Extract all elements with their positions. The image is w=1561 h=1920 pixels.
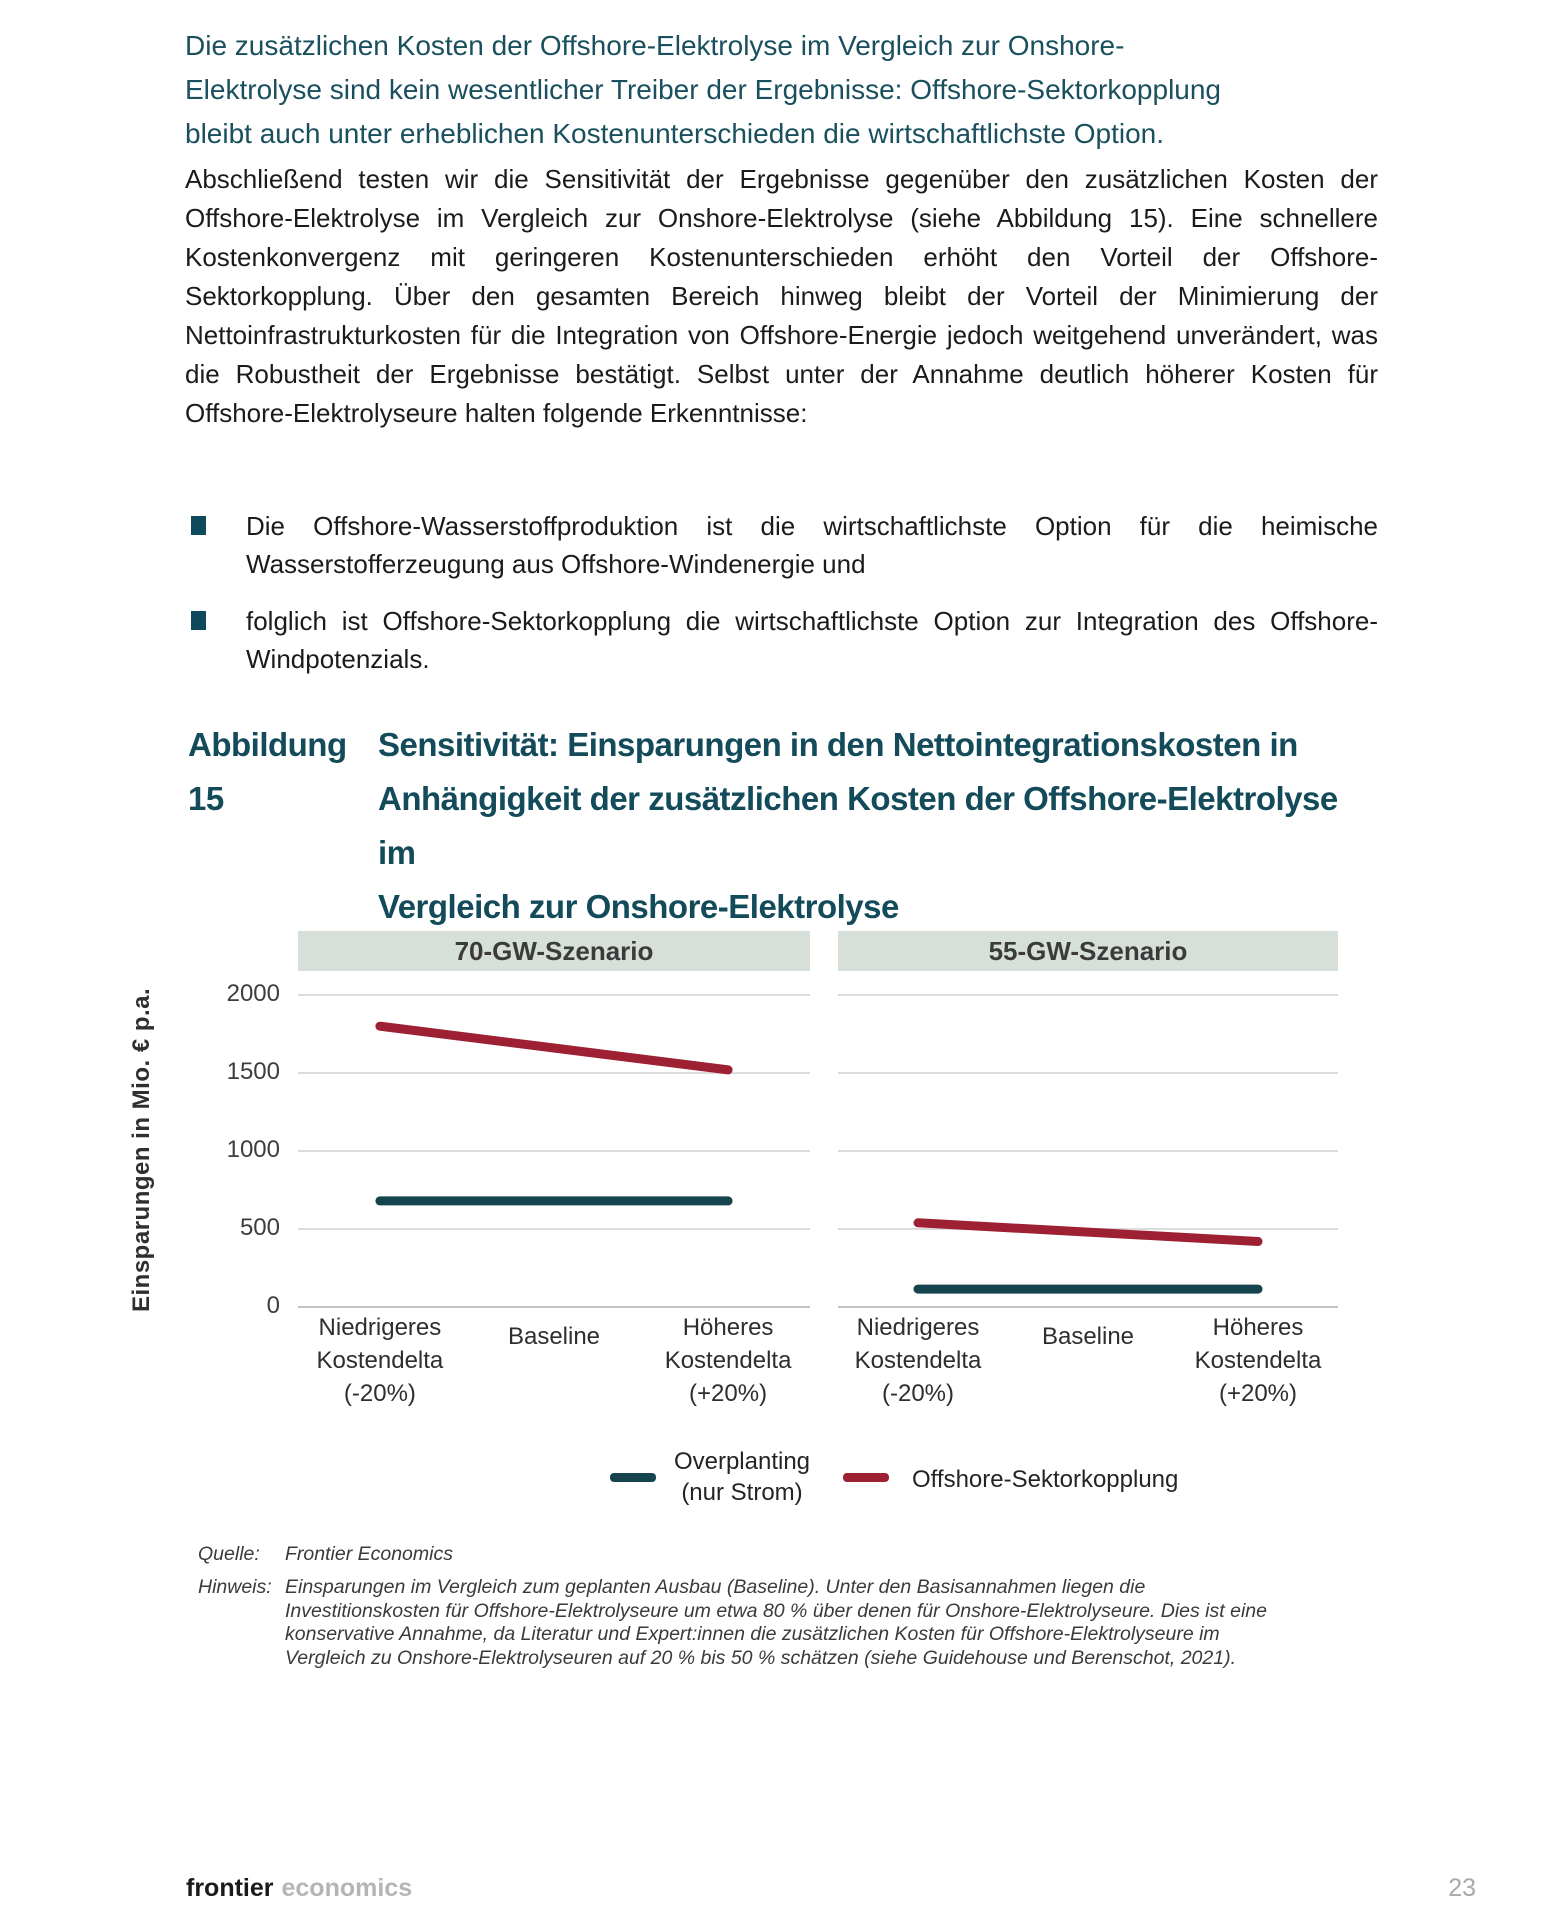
series-line-offshore-sektorkopplung <box>918 1223 1258 1242</box>
x-category-label-line: Kostendelta <box>854 1347 982 1374</box>
x-category-label-line: Kostendelta <box>1194 1347 1322 1374</box>
note-text <box>285 1576 1267 1670</box>
y-axis-title: Einsparungen in Mio. € p.a. <box>128 987 155 1313</box>
body-paragraph: Abschließend testen wir die Sensitivität der Ergebnisse gegenüber den zusätzlichen Kosten der Offshore-Elektrolyse im Vergleich zur Onshore-Elektrolyse (siehe Abbildung 15). Eine schnellere Kostenkonvergenz mit geringeren Kostenunterschieden erhöht den Vorteil der Offshore-Sektorkopplung. Über den gesamten Bereich hinweg bleibt der Vorteil der Minimierung der Nettoinfrastrukturkosten für die Integration von Offshore-Energie jedoch weitgehend unverändert, was die Robustheit der Ergebnisse bestätigt. Selbst unter der Annahme deutlich höherer Kosten für Offshore-Elektrolyseure halten folgende Erkenntnisse: <box>185 164 1378 428</box>
figure-title-line: Sensitivität: Einsparungen in den Nettointegrationskosten in <box>378 726 1298 763</box>
bullet-text: folglich ist Offshore-Sektorkopplung die wirtschaftlichste Option zur Integration des Offshore-Windpotenzials. <box>246 606 1378 674</box>
legend-swatch-overplanting <box>610 1473 656 1482</box>
intro-heading-line: Elektrolyse sind kein wesentlicher Treiber der Ergebnisse: Offshore-Sektorkopplung <box>185 74 1221 105</box>
note-line: konservative Annahme, da Literatur und Expert:innen die zusätzlichen Kosten für Offshore-Elektrolyseure im <box>285 1623 1220 1645</box>
source-label: Quelle: <box>198 1543 260 1565</box>
x-category-label-line: (+20%) <box>689 1380 768 1407</box>
source-text: Frontier Economics <box>285 1543 453 1565</box>
x-category-label <box>1138 1311 1378 1410</box>
x-category-label-line: (-20%) <box>881 1380 954 1407</box>
page-number: 23 <box>1448 1874 1476 1902</box>
list-item <box>185 602 1378 678</box>
note-label: Hinweis: <box>198 1576 272 1598</box>
panel-header-55gw: 55-GW-Szenario <box>838 931 1338 971</box>
x-category-label-line: Baseline <box>507 1323 601 1350</box>
note-line: Vergleich zu Onshore-Elektrolyseuren auf 20 % bis 50 % schätzen (siehe Guidehouse und Berenschot, 2021). <box>285 1646 1236 1669</box>
x-category-label-line: Höheres <box>682 1314 774 1341</box>
y-tick-label: 2000 <box>226 980 280 1007</box>
note-line: Investitionskosten für Offshore-Elektrolyseure um etwa 80 % über denen für Onshore-Elektrolyseure. Dies ist eine <box>285 1599 1267 1622</box>
x-category-label-line: Baseline <box>1041 1323 1135 1350</box>
x-category-label-line: Niedrigeres <box>856 1314 980 1341</box>
y-tick-label: 500 <box>239 1214 280 1241</box>
list-item <box>185 507 1378 583</box>
y-tick-label: 1500 <box>226 1058 280 1085</box>
footer-logo-frontier: frontier <box>186 1874 274 1902</box>
series-line-offshore-sektorkopplung <box>380 1026 728 1070</box>
chart-panel-55gw <box>838 975 1338 1320</box>
figure-title <box>378 718 1378 934</box>
bullet-square-icon <box>191 611 206 630</box>
footer-logo <box>186 1874 412 1903</box>
legend-label-overplanting <box>662 1446 822 1508</box>
x-category-label-line: Höheres <box>1212 1314 1304 1341</box>
y-tick-label: 1000 <box>226 1136 280 1163</box>
intro-heading-line: bleibt auch unter erheblichen Kostenunterschieden die wirtschaftlichste Option. <box>185 118 1165 149</box>
note-line: Einsparungen im Vergleich zum geplanten Ausbau (Baseline). Unter den Basisannahmen liegen die <box>285 1576 1146 1598</box>
figure-caption <box>188 718 1378 934</box>
legend-label-sektorkopplung: Offshore-Sektorkopplung <box>912 1466 1179 1493</box>
figure-label: Abbildung 15 <box>188 726 347 817</box>
legend-label-line: Overplanting <box>673 1448 811 1475</box>
bullet-list <box>185 507 1378 697</box>
y-tick-label: 0 <box>266 1292 280 1319</box>
x-category-label-line: (+20%) <box>1218 1380 1298 1407</box>
bullet-text: Die Offshore-Wasserstoffproduktion ist die wirtschaftlichste Option für die heimische Wasserstofferzeugung aus Offshore-Windenergie und <box>246 511 1378 579</box>
bullet-square-icon <box>191 516 206 535</box>
intro-heading <box>185 24 1395 156</box>
figure-title-line: Vergleich zur Onshore-Elektrolyse <box>378 888 899 925</box>
x-category-label-line: Kostendelta <box>316 1347 444 1374</box>
x-category-label-line: Kostendelta <box>664 1347 792 1374</box>
figure-title-line: Anhängigkeit der zusätzlichen Kosten der Offshore-Elektrolyse im <box>378 780 1338 871</box>
x-category-label-line: Niedrigeres <box>318 1314 442 1341</box>
intro-heading-line: Die zusätzlichen Kosten der Offshore-Elektrolyse im Vergleich zur Onshore- <box>185 30 1125 61</box>
x-category-label-line: (-20%) <box>343 1380 416 1407</box>
chart-panel-70gw <box>298 975 810 1320</box>
legend-swatch-sektorkopplung <box>843 1473 889 1482</box>
footer-logo-economics: economics <box>281 1874 413 1902</box>
legend-label-line: (nur Strom) <box>681 1479 803 1506</box>
panel-header-70gw: 70-GW-Szenario <box>298 931 810 971</box>
